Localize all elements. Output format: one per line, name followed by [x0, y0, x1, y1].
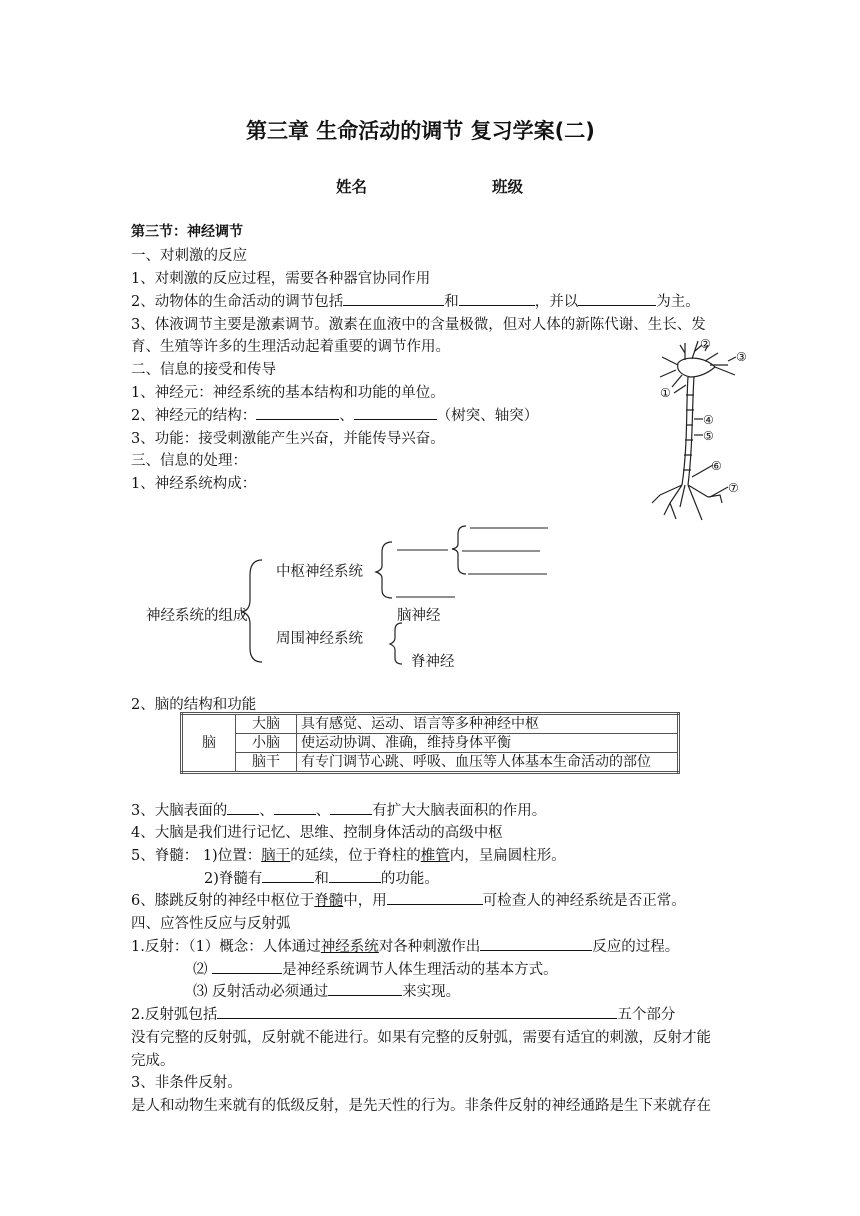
reflex-line1 — [131, 935, 679, 956]
class-label: 班级 — [492, 178, 524, 196]
part3-heading: 三、信息的处理： — [131, 453, 247, 469]
fill-blank[interactable] — [217, 1004, 617, 1019]
part2-line3: 3、功能：接受刺激能产生兴奋，并能传导兴奋。 — [131, 431, 445, 447]
text: 3、大脑表面的 — [131, 803, 228, 819]
fill-blank[interactable] — [343, 291, 444, 306]
text: 为主。 — [656, 294, 700, 310]
neuron-label-3: ③ — [736, 350, 747, 364]
page-title: 第三章 生命活动的调节 复习学案(二) — [246, 119, 595, 143]
diagram-root: 神经系统的组成 — [146, 608, 248, 624]
brain-heading: 2、脑的结构和功能 — [131, 697, 257, 713]
text: ，并以 — [534, 294, 579, 310]
text: 对各种刺激作出 — [378, 939, 481, 955]
neuron-label-2: ② — [700, 337, 711, 351]
reflex-line6: 完成。 — [131, 1053, 175, 1069]
neuron-illustration — [630, 335, 760, 530]
neuron-label-6: ⑥ — [711, 459, 722, 473]
brain-line3 — [131, 799, 546, 820]
diagram-spinal-nerve: 脊神经 — [411, 654, 455, 670]
part1-line3: 3、体液调节主要是激素调节。激素在血液中的含量极微，但对人体的新陈代谢、生长、发 — [131, 317, 706, 333]
fill-blank[interactable] — [212, 959, 282, 974]
text: 、 — [259, 803, 274, 819]
text: 的功能。 — [380, 871, 439, 887]
part1-line1: 1、对刺激的反应过程，需要各种器官协同作用 — [131, 271, 431, 287]
text: 、 — [315, 803, 331, 819]
reflex-line3 — [193, 980, 460, 1001]
text: ⑶ 反射活动必须通过 — [193, 984, 329, 1000]
reflex-line7: 3、非条件反射。 — [131, 1075, 242, 1091]
text: 的延续，位于脊柱的 — [290, 848, 421, 864]
name-label: 姓名 — [336, 178, 368, 196]
text: 2.反射弧包括 — [131, 1007, 218, 1023]
spinal-line5 — [131, 844, 566, 865]
text: 反应的过程。 — [592, 939, 680, 955]
text: 1.反射：（1）概念：人体通过 — [131, 939, 321, 955]
text: 是神经系统调节人体生理活动的基本方式。 — [282, 962, 558, 978]
brain-function: 使运动协调、准确，维持身体平衡 — [297, 734, 679, 753]
fill-blank[interactable] — [262, 868, 314, 883]
brain-function: 具有感觉、运动、语言等多种神经中枢 — [297, 714, 679, 734]
spinal-line6 — [204, 867, 439, 888]
underlined-term: 脊髓 — [314, 893, 344, 909]
text: 、 — [339, 408, 354, 424]
text: 有扩大大脑表面积的作用。 — [372, 803, 547, 819]
text: 2)脊髓有 — [204, 871, 263, 887]
fill-blank[interactable] — [227, 800, 259, 815]
part2-line2 — [131, 404, 538, 425]
fill-blank[interactable] — [354, 405, 437, 420]
fill-blank[interactable] — [274, 800, 316, 815]
table-row — [182, 753, 679, 773]
fill-blank[interactable] — [578, 291, 656, 306]
section-heading: 第三节：神经调节 — [131, 224, 243, 240]
fill-blank[interactable] — [387, 890, 483, 905]
neuron-label-7: ⑦ — [728, 481, 739, 495]
brain-function: 有专门调节心跳、呼吸、血压等人体基本生命活动的部位 — [297, 753, 679, 773]
knee-reflex-line — [131, 889, 686, 910]
neuron-label-4: ④ — [703, 413, 714, 427]
neuron-label-5: ⑤ — [703, 429, 714, 443]
reflex-line2 — [193, 958, 558, 979]
part3-line1: 1、神经系统构成： — [131, 476, 257, 492]
fill-blank[interactable] — [256, 405, 339, 420]
underlined-term: 神经系统 — [320, 939, 379, 955]
reflex-line5: 没有完整的反射弧，反射就不能进行。如果有完整的反射弧，需要有适宜的刺激，反射才能 — [131, 1030, 711, 1046]
underlined-term: 椎管 — [420, 848, 450, 864]
brain-group-cell: 脑 — [182, 714, 236, 773]
brain-part: 脑干 — [236, 753, 297, 773]
fill-blank[interactable] — [330, 800, 372, 815]
table-row — [182, 714, 679, 734]
text: 5、脊髓： 1)位置： — [131, 848, 262, 864]
fill-blank[interactable] — [459, 291, 535, 306]
text: （树突、轴突） — [436, 408, 539, 424]
table-row — [182, 734, 679, 753]
text: 来实现。 — [402, 984, 461, 1000]
brain-part: 大脑 — [236, 714, 297, 734]
brain-part: 小脑 — [236, 734, 297, 753]
part4-heading: 四、应答性反应与反射弧 — [131, 916, 291, 932]
text: 2、神经元的结构： — [131, 408, 257, 424]
part2-line1: 1、神经元：神经系统的基本结构和功能的单位。 — [131, 385, 445, 401]
part2-heading: 二、信息的接受和传导 — [131, 362, 276, 378]
diagram-central: 中枢神经系统 — [276, 564, 363, 580]
neuron-label-1: ① — [660, 386, 671, 400]
fill-blank[interactable] — [480, 936, 592, 951]
fill-blank[interactable] — [329, 868, 381, 883]
text: ⑵ — [193, 962, 213, 978]
part1-line4: 育、生殖等许多的生理活动起着重要的调节作用。 — [131, 339, 450, 355]
text: 和 — [314, 871, 329, 887]
reflex-line8: 是人和动物生来就有的低级反射，是先天性的行为。非条件反射的神经通路是生下来就存在 — [131, 1098, 711, 1114]
text: 五个部分 — [617, 1007, 676, 1023]
text: 和 — [444, 294, 459, 310]
brain-table — [180, 712, 680, 774]
part1-heading: 一、对刺激的反应 — [131, 248, 247, 264]
text: 中，用 — [343, 893, 387, 909]
underlined-term: 脑干 — [261, 848, 291, 864]
diagram-brain-nerve: 脑神经 — [397, 608, 441, 624]
text: 2、动物体的生命活动的调节包括 — [131, 294, 344, 310]
diagram-peripheral: 周围神经系统 — [276, 631, 363, 647]
text: 6、膝跳反射的神经中枢位于 — [131, 893, 315, 909]
text: 内，呈扁圆柱形。 — [449, 848, 566, 864]
fill-blank[interactable] — [328, 981, 402, 996]
reflex-arc-line — [131, 1003, 675, 1024]
part1-line2 — [131, 290, 700, 311]
brain-line4: 4、大脑是我们进行记忆、思维、控制身体活动的高级中枢 — [131, 825, 503, 841]
text: 可检查人的神经系统是否正常。 — [482, 893, 686, 909]
